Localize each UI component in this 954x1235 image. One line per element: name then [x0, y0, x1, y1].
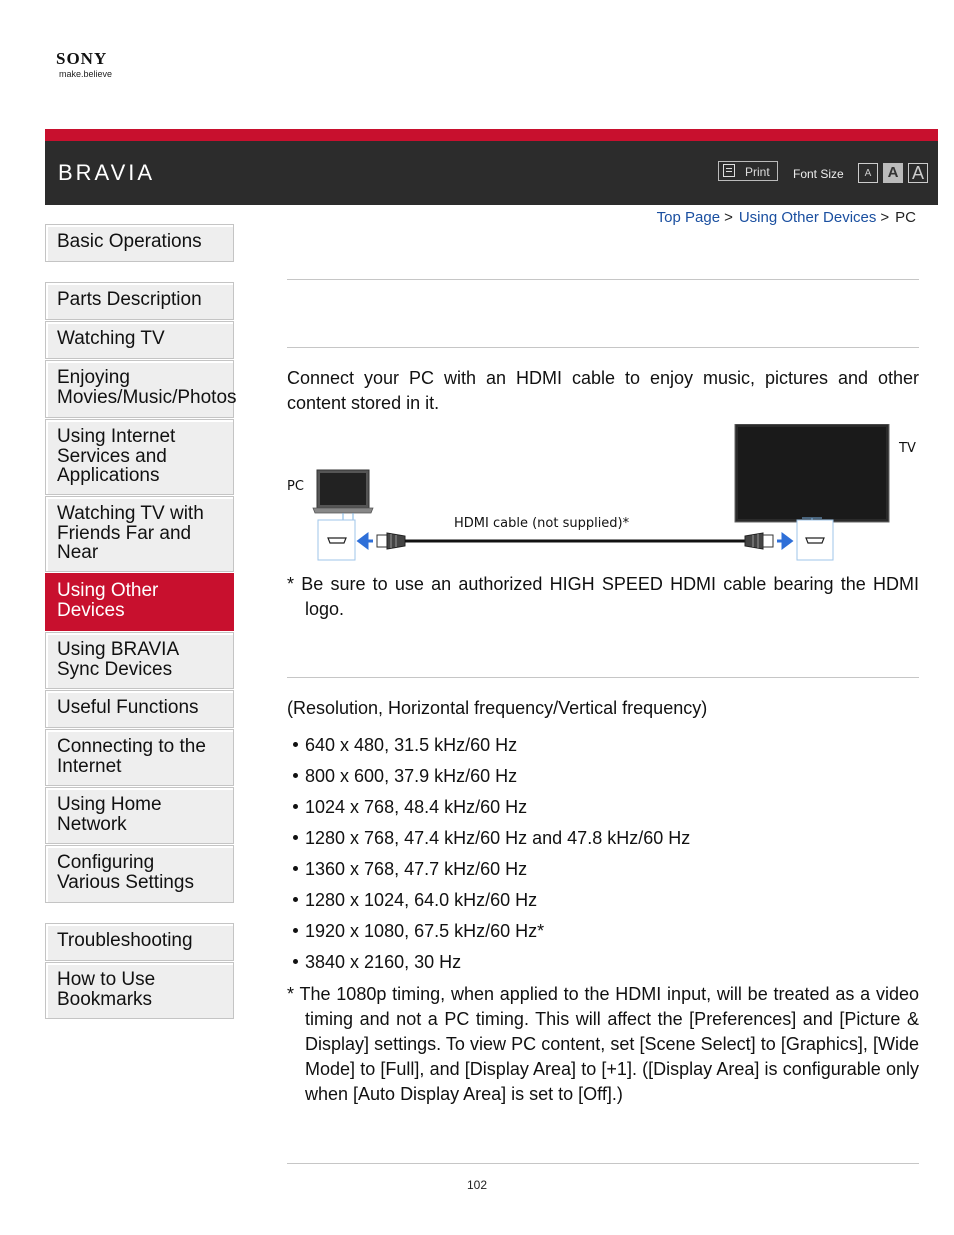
format-text: 1280 x 1024, 64.0 kHz/60 Hz — [305, 890, 538, 910]
format-text: 1024 x 768, 48.4 kHz/60 Hz — [305, 797, 528, 817]
divider — [287, 279, 919, 280]
footer-divider — [287, 1163, 919, 1164]
divider — [287, 677, 919, 678]
list-item — [293, 828, 690, 848]
tv-label: TV — [899, 441, 916, 456]
sidebar-item-bookmarks[interactable]: How to Use Bookmarks — [45, 962, 234, 1019]
sidebar-item-home-network[interactable]: Using Home Network — [45, 787, 234, 844]
format-text: 1280 x 768, 47.4 kHz/60 Hz and 47.8 kHz/60 Hz — [305, 828, 691, 848]
sidebar-item-configuring-settings[interactable]: Configuring Various Settings — [45, 845, 234, 903]
sidebar-item-watching-tv[interactable]: Watching TV — [45, 321, 234, 359]
sony-logo — [56, 50, 112, 79]
breadcrumb-separator: > — [880, 209, 890, 226]
bullet-icon — [293, 928, 298, 933]
font-size-label: Font Size — [793, 167, 844, 181]
print-label: Print — [745, 165, 770, 179]
connection-diagram — [287, 424, 919, 564]
format-text: 1920 x 1080, 67.5 kHz/60 Hz* — [305, 921, 545, 941]
hdmi-plug-right-icon — [745, 533, 773, 549]
laptop-icon — [313, 470, 373, 513]
format-text: 1360 x 768, 47.7 kHz/60 Hz — [305, 859, 528, 879]
bullet-icon — [293, 804, 298, 809]
sidebar-item-enjoying-media[interactable] — [45, 360, 237, 418]
breadcrumb-top-page[interactable]: Top Page — [656, 209, 721, 226]
sidebar-item-label: Enjoying Movies/Music/Photos — [57, 367, 237, 408]
font-size-large-button[interactable]: A — [908, 163, 928, 183]
breadcrumb-current: PC — [895, 209, 916, 226]
sony-logo-word: SONY — [56, 49, 108, 68]
bullet-icon — [293, 835, 298, 840]
divider — [287, 347, 919, 348]
bullet-icon — [293, 897, 298, 902]
breadcrumb-separator: > — [724, 209, 733, 226]
list-item — [293, 921, 544, 941]
format-text: 3840 x 2160, 30 Hz — [305, 952, 462, 972]
intro-paragraph: Connect your PC with an HDMI cable to enjoy music, pictures and other content stored in it. — [287, 368, 919, 413]
header-accent-stripe — [45, 129, 938, 141]
bullet-icon — [293, 742, 298, 747]
sidebar-item-using-other-devices[interactable]: Using Other Devices — [45, 573, 234, 631]
tv-icon — [735, 424, 889, 522]
arrow-left-icon — [359, 535, 373, 547]
sidebar-item-internet-services[interactable]: Using Internet Services and Applications — [45, 419, 234, 495]
sidebar-item-connecting-internet[interactable]: Connecting to the Internet — [45, 729, 234, 786]
formats-heading: (Resolution, Horizontal frequency/Vertical frequency) — [287, 698, 708, 718]
sony-tagline: make.believe — [59, 69, 113, 79]
tv-hdmi-port-icon — [797, 518, 833, 560]
hdmi-plug-left-icon — [377, 533, 405, 549]
sidebar-item-basic-operations[interactable]: Basic Operations — [45, 224, 234, 262]
bullet-icon — [293, 959, 298, 964]
format-text: 800 x 600, 37.9 kHz/60 Hz — [305, 766, 518, 786]
list-item — [293, 797, 527, 817]
bravia-logo: BRAVIA — [58, 160, 156, 185]
sidebar-item-troubleshooting[interactable]: Troubleshooting — [45, 923, 234, 961]
sidebar-item-useful-functions[interactable]: Useful Functions — [45, 690, 234, 728]
bullet-icon — [293, 773, 298, 778]
list-item — [293, 890, 537, 910]
breadcrumb-using-other-devices[interactable]: Using Other Devices — [738, 209, 877, 226]
font-size-small-button[interactable]: A — [858, 163, 878, 183]
font-size-medium-button[interactable]: A — [883, 163, 903, 183]
sidebar-item-watching-with-friends[interactable]: Watching TV with Friends Far and Near — [45, 496, 234, 572]
sidebar-item-parts-description[interactable]: Parts Description — [45, 282, 234, 320]
sidebar-item-bravia-sync[interactable]: Using BRAVIA Sync Devices — [45, 632, 234, 689]
page-number: 102 — [466, 1178, 488, 1192]
timing-note: * The 1080p timing, when applied to the HDMI input, will be treated as a video timing and not a PC timing. This will affect the [Preferences] and [Picture & Display] settings. To view PC content, set [Scene Select] to [Graphics], [Wide Mode] to [Full], and [Display Area] to [+1]. ([Display Area] is configurable only when [Auto Display Area] is set to [Off].) — [287, 984, 919, 1104]
pc-label: PC — [287, 479, 304, 494]
list-item — [293, 952, 461, 972]
cable-label: HDMI cable (not supplied)* — [454, 516, 630, 531]
format-text: 640 x 480, 31.5 kHz/60 Hz — [305, 735, 518, 755]
breadcrumb — [657, 209, 916, 226]
cable-note: * Be sure to use an authorized HIGH SPEED HDMI cable bearing the HDMI logo. — [287, 574, 919, 619]
print-icon — [723, 164, 735, 177]
list-item — [293, 766, 517, 786]
arrow-right-icon — [777, 535, 791, 547]
bullet-icon — [293, 866, 298, 871]
pc-hdmi-port-icon — [318, 513, 355, 560]
list-item — [293, 859, 527, 879]
print-button[interactable] — [718, 161, 778, 181]
list-item — [293, 735, 517, 755]
